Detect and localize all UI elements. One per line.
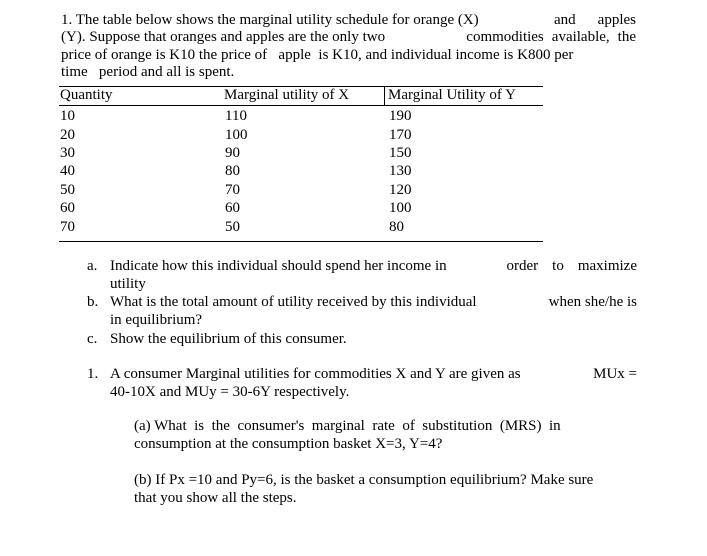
second-question-text: A consumer Marginal utilities for commodities X and Y are given as: [110, 366, 521, 382]
question-a-to: to: [552, 258, 564, 274]
cell-qty: 30: [60, 145, 75, 161]
question-a-line-1: [110, 258, 637, 275]
part-a-line-2: consumption at the consumption basket X=3, Y=4?: [134, 436, 443, 452]
intro-line-1-text: 1. The table below shows the marginal utility schedule for orange (X): [61, 12, 479, 28]
header-mu-y: Marginal Utility of Y: [388, 87, 516, 103]
second-question-mux: MUx =: [593, 366, 637, 382]
question-a-text: Indicate how this individual should spend her income in: [110, 258, 447, 274]
question-b-line-2: in equilibrium?: [110, 312, 203, 328]
header-mu-x: Marginal utility of X: [224, 87, 350, 103]
question-a-label: a.: [87, 258, 98, 274]
cell-mux: 100: [225, 127, 248, 143]
second-question-label: 1.: [87, 366, 99, 382]
cell-muy: 190: [389, 108, 412, 124]
cell-mux: 80: [225, 163, 240, 179]
intro-line-1: [61, 12, 636, 29]
second-question-line-1: [110, 366, 637, 383]
question-a-order: order: [506, 258, 539, 274]
question-b-line-1: [110, 294, 637, 311]
second-question-line-2: 40-10X and MUy = 30-6Y respectively.: [110, 384, 350, 400]
question-b-tail: when she/he is: [548, 294, 637, 310]
question-c-line-1: Show the equilibrium of this consumer.: [110, 331, 347, 347]
intro-line-4: time period and all is spent.: [61, 64, 235, 80]
cell-muy: 150: [389, 145, 412, 161]
cell-muy: 80: [389, 219, 404, 235]
intro-line-2: [61, 29, 636, 46]
cell-qty: 70: [60, 219, 75, 235]
intro-line-2-text: (Y). Suppose that oranges and apples are the only two: [61, 29, 386, 45]
intro-line-2-the: the: [617, 29, 636, 45]
cell-qty: 20: [60, 127, 75, 143]
question-b-label: b.: [87, 294, 99, 310]
intro-line-3: price of orange is K10 the price of apple is K10, and individual income is K800 per: [61, 47, 574, 63]
cell-mux: 70: [225, 182, 240, 198]
intro-line-2-available: available,: [551, 29, 610, 45]
cell-muy: 130: [389, 163, 412, 179]
part-b-line-2: that you show all the steps.: [134, 490, 297, 506]
header-quantity: Quantity: [60, 87, 113, 103]
cell-muy: 170: [389, 127, 412, 143]
part-b-line-1: (b) If Px =10 and Py=6, is the basket a consumption equilibrium? Make sure: [134, 472, 594, 488]
part-a-line-1: (a) What is the consumer's marginal rate of substitution (MRS) in: [134, 418, 561, 434]
question-b-text: What is the total amount of utility received by this individual: [110, 294, 477, 310]
intro-line-1-apples: apples: [597, 12, 636, 28]
cell-qty: 40: [60, 163, 75, 179]
question-a-maximize: maximize: [577, 258, 637, 274]
cell-muy: 100: [389, 200, 412, 216]
cell-mux: 110: [225, 108, 247, 124]
question-c-label: c.: [87, 331, 98, 347]
cell-qty: 10: [60, 108, 75, 124]
intro-line-2-commodities: commodities: [466, 29, 544, 45]
cell-qty: 50: [60, 182, 75, 198]
cell-muy: 120: [389, 182, 412, 198]
intro-line-1-and: and: [554, 12, 576, 28]
cell-mux: 90: [225, 145, 240, 161]
cell-mux: 50: [225, 219, 240, 235]
cell-qty: 60: [60, 200, 75, 216]
cell-mux: 60: [225, 200, 240, 216]
question-a-line-2: utility: [110, 276, 146, 292]
